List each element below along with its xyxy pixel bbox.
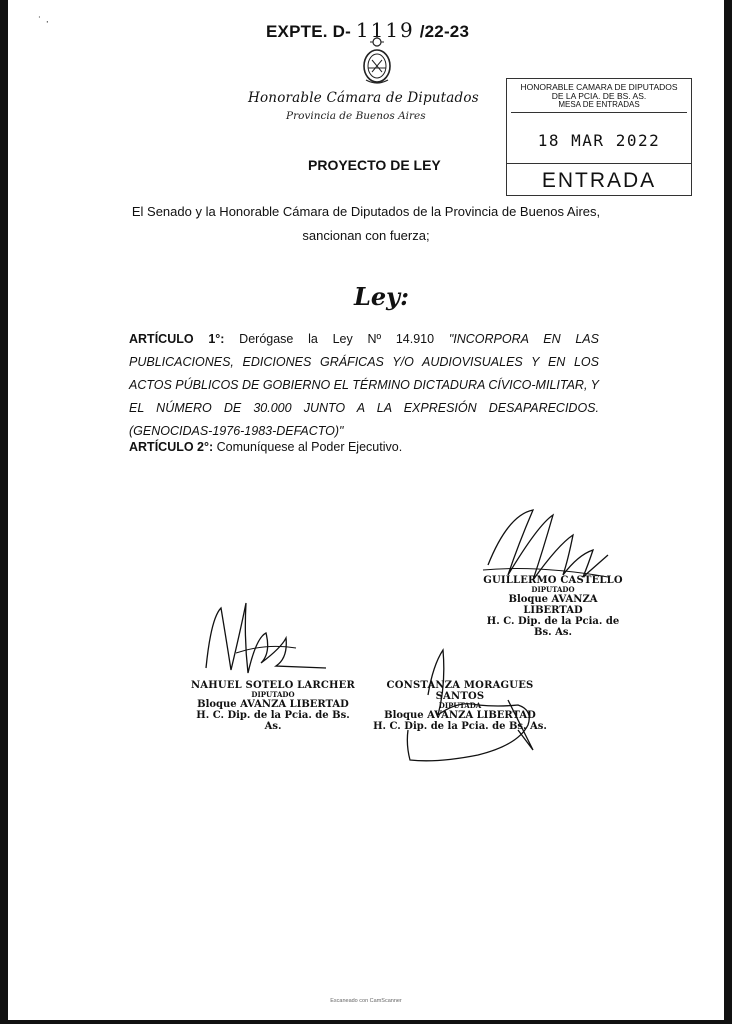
preamble-line-1: El Senado y la Honorable Cámara de Diputados de la Provincia de Buenos Aires, xyxy=(131,204,601,219)
article-2-label: ARTÍCULO 2°: xyxy=(129,440,214,454)
signatory-chamber: H. C. Dip. de la Pcia. de Bs. As. xyxy=(196,710,350,732)
article-2 xyxy=(129,440,402,454)
corner-mark: ˙ · xyxy=(38,14,50,28)
institution-name: Honorable Cámara de Diputados xyxy=(248,90,479,106)
article-1-label: ARTÍCULO 1°: xyxy=(129,332,225,346)
stamp-line-2: DE LA PCIA. DE BS. AS. xyxy=(551,91,647,101)
signatory-role: DIPUTADA xyxy=(438,701,482,710)
article-1-quote: "INCORPORA EN LAS PUBLICACIONES, EDICIONES GRÁFICAS Y/O AUDIOVISUALES Y EN LOS ACTOS PÚBLICOS DE GOBIERNO EL TÉRMINO DICTADURA CÍVICO-MILITAR, Y EL NÚMERO DE 30.000 JUNTO A LA EXPRESIÓN DESAPARECIDOS.(GENOCIDAS-1976-1983-DEFACTO)" xyxy=(129,332,599,438)
article-1 xyxy=(129,328,599,443)
stamp-date: 18 MAR 2022 xyxy=(537,131,661,150)
signatory-bloque: Bloque AVANZA LIBERTAD xyxy=(197,699,349,710)
institution-province: Provincia de Buenos Aires xyxy=(286,110,426,122)
entry-stamp xyxy=(506,78,692,196)
document-page xyxy=(8,0,724,1020)
stamp-divider xyxy=(511,112,687,113)
scanner-footer: Escaneado con CamScanner xyxy=(330,998,402,1004)
signatory-name: CONSTANZA MORAGUES SANTOS xyxy=(386,680,534,702)
stamp-line-1: HONORABLE CAMARA DE DIPUTADOS xyxy=(520,82,678,92)
signatory-bloque: Bloque AVANZA LIBERTAD xyxy=(384,710,536,721)
signatory-chamber: H. C. Dip. de la Pcia. de Bs. As. xyxy=(486,616,620,638)
signatory-bloque: Bloque AVANZA LIBERTAD xyxy=(508,594,598,616)
stamp-line-3: MESA DE ENTRADAS xyxy=(558,100,640,109)
signatory-name: GUILLERMO CASTELLO xyxy=(483,575,623,586)
signatory-role: DIPUTADO xyxy=(531,585,575,594)
expte-number-handwritten: 1119 xyxy=(355,18,415,42)
expte-suffix: /22-23 xyxy=(419,22,470,41)
signatory-name: NAHUEL SOTELO LARCHER xyxy=(190,680,356,691)
signatory-block xyxy=(188,680,358,732)
article-2-text: Comuníquese al Poder Ejecutivo. xyxy=(213,440,403,454)
signatory-block xyxy=(370,680,550,732)
signatory-block xyxy=(478,575,628,638)
signatory-role: DIPUTADO xyxy=(251,690,295,699)
ley-heading: Ley: xyxy=(354,282,409,311)
preamble-line-2: sancionan con fuerza; xyxy=(302,228,430,243)
expte-prefix: EXPTE. D- xyxy=(266,22,351,41)
stamp-divider xyxy=(507,163,691,164)
article-1-text: Derógase la Ley Nº 14.910 xyxy=(224,332,449,346)
document-type-heading: PROYECTO DE LEY xyxy=(308,157,441,173)
provincial-seal-icon xyxy=(360,36,394,88)
stamp-label: ENTRADA xyxy=(541,169,657,192)
signature-sotelo-icon xyxy=(196,598,346,683)
signatory-chamber: H. C. Dip. de la Pcia. de Bs. As. xyxy=(373,721,547,732)
